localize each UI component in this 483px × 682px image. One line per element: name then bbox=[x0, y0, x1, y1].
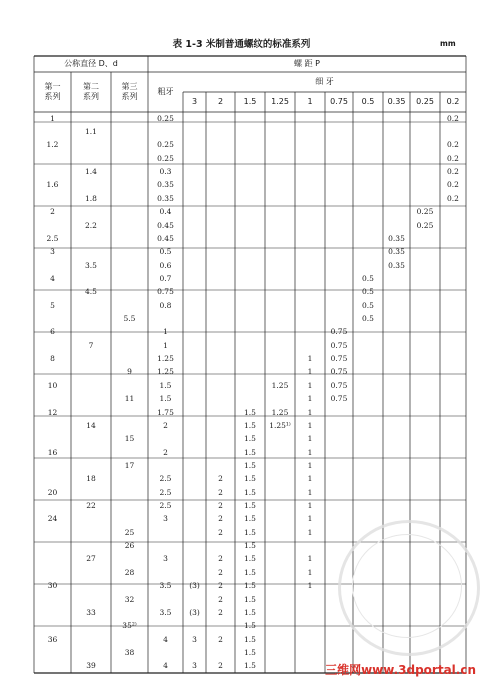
table-cell: 0.5 bbox=[159, 247, 172, 257]
header-series-3: 第三 系列 bbox=[121, 82, 138, 101]
header-fine-pitch: 0.5 bbox=[361, 97, 375, 106]
table-cell: 0.8 bbox=[159, 300, 172, 310]
header-coarse: 粗牙 bbox=[157, 87, 174, 96]
table-cell: 30 bbox=[47, 581, 58, 591]
table-cell: 2 bbox=[218, 554, 223, 564]
table-cell: 1.6 bbox=[46, 180, 59, 190]
table-cell: 3 bbox=[192, 634, 197, 644]
table-cell: 36 bbox=[47, 634, 58, 644]
table-cell: 1 bbox=[163, 327, 168, 337]
table-cell: 1 bbox=[307, 567, 313, 577]
seal-stamp-inner bbox=[352, 534, 462, 638]
table-cell: 2.5 bbox=[46, 233, 59, 243]
table-cell: 9 bbox=[127, 367, 132, 377]
table-cell: 1 bbox=[307, 581, 313, 591]
table-cell: 1 bbox=[307, 501, 313, 511]
table-cell: 1.25 bbox=[157, 367, 174, 377]
table-cell: 1 bbox=[307, 447, 313, 457]
table-cell: 1.25 bbox=[271, 407, 289, 417]
table-cell: 3.5 bbox=[85, 260, 97, 270]
table-cell: 1 bbox=[307, 420, 313, 430]
table-cell: 1 bbox=[163, 340, 168, 350]
unit-label: mm bbox=[440, 39, 456, 48]
table-cell: 0.35 bbox=[388, 247, 405, 257]
table-cell: 2 bbox=[163, 420, 168, 430]
table-cell: 1.5 bbox=[244, 474, 256, 484]
table-cell: 0.75 bbox=[330, 354, 348, 364]
table-cell: 1.5 bbox=[244, 607, 256, 617]
table-cell: 1.5 bbox=[244, 527, 256, 537]
table-cell: 26 bbox=[124, 541, 135, 551]
table-cell: 4.5 bbox=[85, 287, 97, 297]
table-cell: 0.75 bbox=[157, 287, 174, 297]
table-cell: 0.25 bbox=[157, 153, 174, 163]
table-cell: 0.75 bbox=[330, 327, 348, 337]
table-cell: 2 bbox=[50, 207, 55, 217]
header-fine-pitch: 0.35 bbox=[387, 97, 406, 106]
table-cell: 0.35 bbox=[157, 193, 174, 203]
table-cell: 0.25 bbox=[416, 207, 434, 217]
table-cell: 2 bbox=[218, 567, 223, 577]
table-cell: 0.25 bbox=[157, 140, 174, 150]
header-fine-pitch: 1 bbox=[307, 97, 313, 106]
header-series-2: 第二 系列 bbox=[83, 82, 99, 101]
table-cell: 0.2 bbox=[447, 140, 459, 150]
table-cell: 1 bbox=[307, 354, 313, 364]
table-cell: 1.5 bbox=[244, 647, 256, 657]
table-cell: 25 bbox=[124, 527, 135, 537]
table-cell: 2 bbox=[218, 581, 223, 591]
table-cell: 3 bbox=[192, 661, 197, 671]
table-cell: 20 bbox=[47, 487, 58, 497]
table-cell: 16 bbox=[47, 447, 58, 457]
table-cell: 1.25¹⁾ bbox=[269, 420, 291, 430]
table-cell: 1 bbox=[50, 113, 55, 123]
table-cell: 0.35 bbox=[157, 180, 174, 190]
table-cell: 1.5 bbox=[244, 501, 256, 511]
table-cell: 1 bbox=[307, 407, 313, 417]
table-cell: (3) bbox=[189, 607, 200, 617]
table-cell: 1.5 bbox=[244, 407, 256, 417]
table-cell: 1.5 bbox=[244, 434, 256, 444]
table-cell: 32 bbox=[124, 594, 135, 604]
table-cell: 0.35 bbox=[388, 233, 405, 243]
table-cell: 1 bbox=[307, 394, 313, 404]
table-cell: 0.45 bbox=[157, 233, 174, 243]
table-cell: 3 bbox=[163, 514, 168, 524]
table-cell: 14 bbox=[86, 420, 96, 430]
table-cell: 33 bbox=[86, 607, 96, 617]
header-fine-pitch: 3 bbox=[191, 97, 198, 106]
table-cell: 0.6 bbox=[159, 260, 172, 270]
header-pitch-group: 螺 距 P bbox=[294, 59, 320, 68]
header-fine-group: 细 牙 bbox=[315, 77, 334, 86]
table-cell: 0.5 bbox=[362, 314, 374, 324]
table-cell: 5.5 bbox=[123, 314, 136, 324]
table-cell: 2 bbox=[218, 607, 223, 617]
table-cell: 2 bbox=[218, 634, 223, 644]
table-caption: 表 1-3 米制普通螺纹的标准系列 bbox=[172, 39, 311, 50]
table-cell: 1.2 bbox=[46, 140, 59, 150]
table-cell: 22 bbox=[86, 501, 96, 511]
table-cell: 1 bbox=[307, 474, 313, 484]
header-fine-pitch: 1.25 bbox=[271, 97, 289, 106]
table-cell: 1.5 bbox=[244, 621, 256, 631]
table-cell: 11 bbox=[124, 394, 135, 404]
table-cell: 2 bbox=[218, 501, 223, 511]
table-cell: 1 bbox=[307, 514, 313, 524]
table-cell: 7 bbox=[88, 340, 94, 350]
table-cell: 1.25 bbox=[157, 354, 174, 364]
table-cell: 2 bbox=[218, 487, 223, 497]
table-cell: 0.25 bbox=[157, 113, 174, 123]
header-fine-pitch: 2 bbox=[217, 97, 224, 106]
header-series-1: 第一 系列 bbox=[44, 82, 61, 101]
table-cell: 1.5 bbox=[159, 394, 172, 404]
table-cell: 1.5 bbox=[244, 514, 256, 524]
table-cell: 6 bbox=[50, 327, 55, 337]
table-cell: 1 bbox=[307, 527, 313, 537]
table-cell: 1.5 bbox=[244, 567, 256, 577]
table-cell: 39 bbox=[86, 661, 96, 671]
table-cell: 0.35 bbox=[388, 260, 405, 270]
table-cell: 1.5 bbox=[244, 487, 256, 497]
table-cell: 17 bbox=[124, 460, 135, 470]
table-cell: 24 bbox=[47, 514, 58, 524]
table-cell: 1 bbox=[307, 554, 313, 564]
table-cell: 1.5 bbox=[244, 594, 256, 604]
table-cell: 0.5 bbox=[362, 273, 374, 283]
table-cell: 10 bbox=[47, 380, 58, 390]
table-cell: 12 bbox=[47, 407, 58, 417]
table-cell: 1.1 bbox=[85, 127, 97, 137]
table-cell: 1 bbox=[307, 380, 313, 390]
table-cell: (3) bbox=[189, 581, 200, 591]
table-cell: 15 bbox=[124, 434, 135, 444]
table-cell: 2 bbox=[218, 594, 223, 604]
table-cell: 2.5 bbox=[159, 487, 172, 497]
table-cell: 1.5 bbox=[244, 554, 256, 564]
table-cell: 28 bbox=[124, 567, 135, 577]
table-cell: 2 bbox=[218, 527, 223, 537]
table-cell: 0.45 bbox=[157, 220, 174, 230]
table-cell: 0.75 bbox=[330, 380, 348, 390]
table-cell: 3.5 bbox=[159, 581, 172, 591]
table-cell: 1.75 bbox=[157, 407, 174, 417]
table-cell: 1.5 bbox=[244, 581, 256, 591]
table-cell: 1.5 bbox=[244, 634, 256, 644]
table-cell: 1.5 bbox=[244, 420, 256, 430]
table-cell: 4 bbox=[163, 634, 168, 644]
table-cell: 2.2 bbox=[85, 220, 97, 230]
table-cell: 1.5 bbox=[244, 460, 256, 470]
table-cell: 2 bbox=[218, 474, 223, 484]
table-cell: 4 bbox=[163, 661, 168, 671]
table-cell: 0.2 bbox=[447, 113, 459, 123]
table-cell: 18 bbox=[86, 474, 96, 484]
header-fine-pitch: 0.2 bbox=[446, 97, 460, 106]
table-cell: 2 bbox=[163, 447, 168, 457]
table-cell: 1 bbox=[307, 434, 313, 444]
table-cell: 0.4 bbox=[159, 207, 172, 217]
table-cell: 1.8 bbox=[85, 193, 97, 203]
table-cell: 1.5 bbox=[244, 661, 256, 671]
table-cell: 0.3 bbox=[159, 167, 172, 177]
table-cell: 0.2 bbox=[447, 193, 459, 203]
header-fine-pitch: 0.25 bbox=[416, 97, 434, 106]
table-cell: 3 bbox=[50, 247, 55, 257]
table-cell: 0.5 bbox=[362, 300, 374, 310]
table-cell: 8 bbox=[50, 354, 55, 364]
table-cell: 1.5 bbox=[244, 447, 256, 457]
table-cell: 2 bbox=[218, 514, 223, 524]
table-cell: 0.7 bbox=[159, 273, 172, 283]
table-cell: 0.75 bbox=[330, 367, 348, 377]
table-cell: 1.25 bbox=[271, 380, 289, 390]
site-watermark: 三维网www.3dportal.cn bbox=[325, 663, 476, 677]
table-cell: 0.2 bbox=[447, 153, 459, 163]
table-cell: 0.2 bbox=[447, 180, 459, 190]
table-cell: 0.75 bbox=[330, 394, 348, 404]
table-cell: 1 bbox=[307, 367, 313, 377]
table-cell: 3 bbox=[163, 554, 168, 564]
header-fine-pitch: 0.75 bbox=[330, 97, 348, 106]
table-cell: 4 bbox=[50, 273, 55, 283]
table-cell: 3.5 bbox=[159, 607, 172, 617]
table-cell: 2.5 bbox=[159, 501, 172, 511]
table-cell: 38 bbox=[124, 647, 135, 657]
table-cell: 2.5 bbox=[159, 474, 172, 484]
table-cell: 0.25 bbox=[416, 220, 434, 230]
table-cell: 1.4 bbox=[85, 167, 97, 177]
table-cell: 0.75 bbox=[330, 340, 348, 350]
table-cell: 0.2 bbox=[447, 167, 459, 177]
table-cell: 1.5 bbox=[159, 380, 172, 390]
table-cell: 1 bbox=[307, 460, 313, 470]
table-cell: 27 bbox=[86, 554, 96, 564]
table-cell: 2 bbox=[218, 661, 223, 671]
table-cell: 35²⁾ bbox=[122, 621, 137, 631]
table-cell: 5 bbox=[50, 300, 55, 310]
table-cell: 0.5 bbox=[362, 287, 374, 297]
table-cell: 1 bbox=[307, 487, 313, 497]
table-cell: 1.5 bbox=[244, 541, 256, 551]
header-diameter-group: 公称直径 D、d bbox=[64, 59, 118, 68]
header-fine-pitch: 1.5 bbox=[243, 97, 257, 106]
